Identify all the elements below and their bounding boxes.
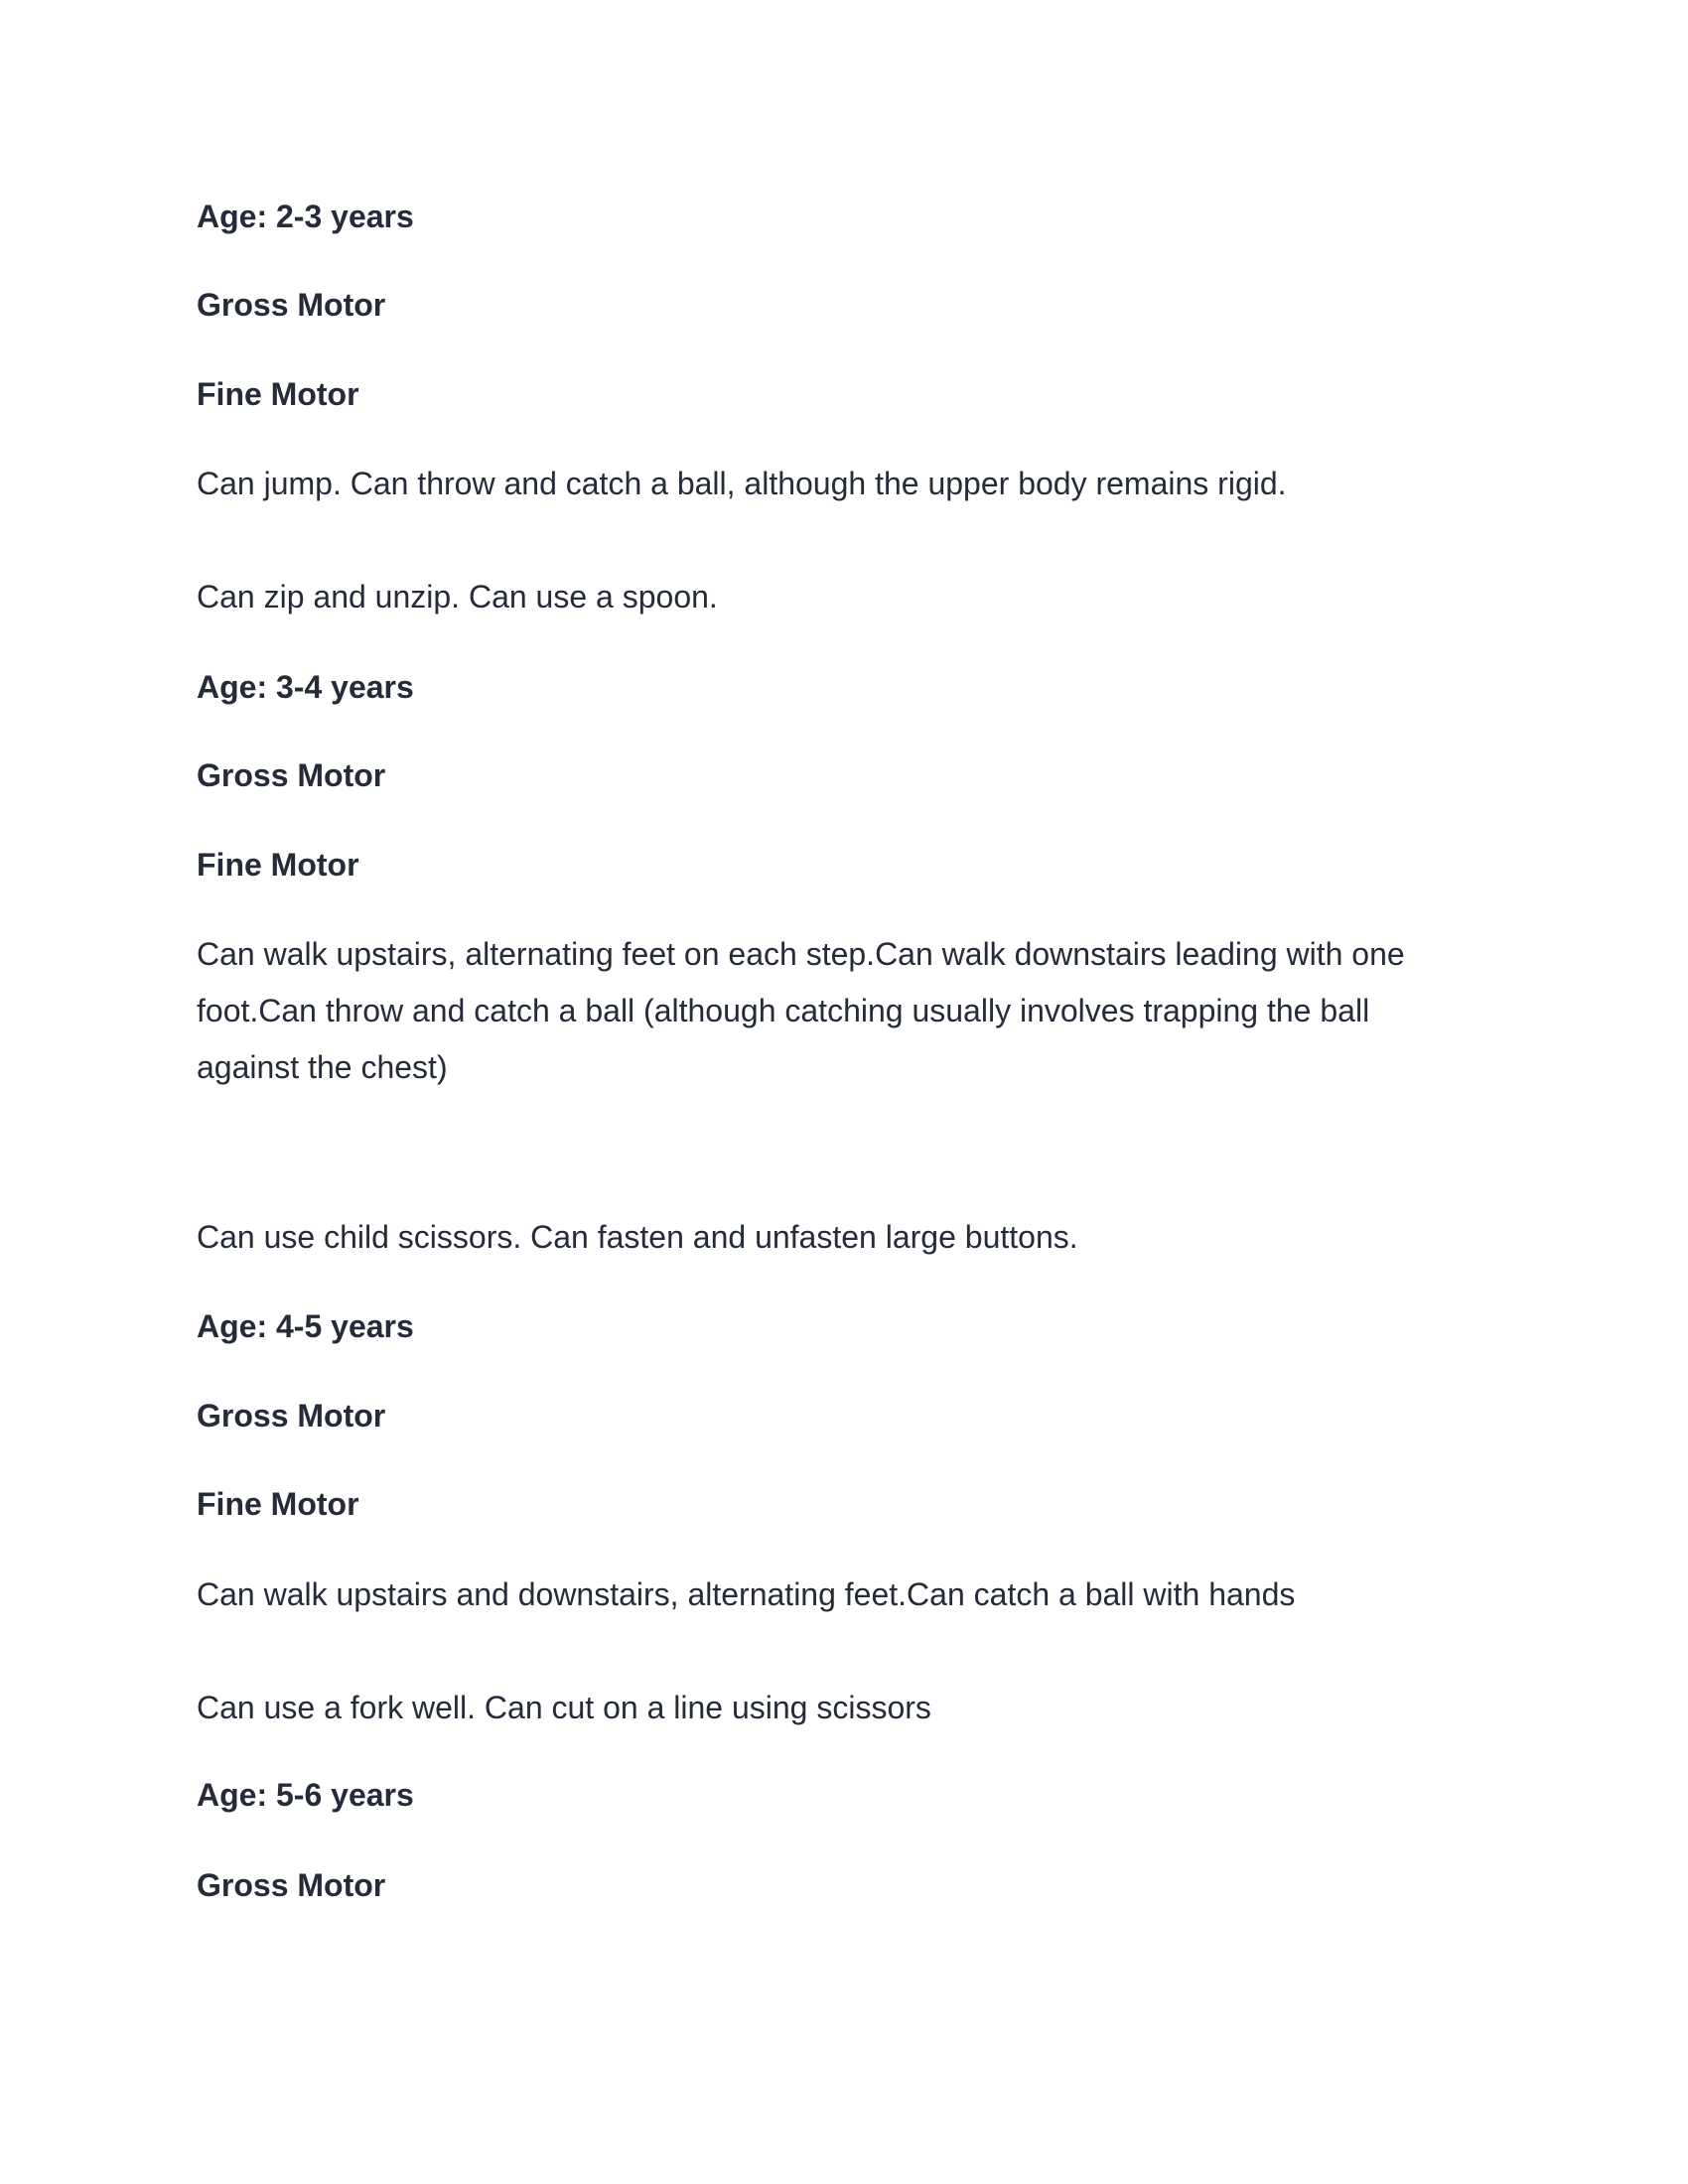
fine-motor-heading: Fine Motor	[197, 1486, 359, 1522]
age-heading: Age: 2-3 years	[197, 199, 414, 234]
gross-motor-heading: Gross Motor	[197, 1867, 386, 1903]
gross-motor-heading: Gross Motor	[197, 287, 386, 323]
age-heading: Age: 5-6 years	[197, 1777, 414, 1813]
gross-motor-text: Can jump. Can throw and catch a ball, although the upper body remains rigid.	[197, 466, 1287, 501]
fine-motor-text: Can use a fork well. Can cut on a line using scissors	[197, 1690, 931, 1725]
gross-motor-text: Can walk upstairs and downstairs, alternating feet.Can catch a ball with hands	[197, 1576, 1296, 1612]
gross-motor-text-line: foot.Can throw and catch a ball (although catching usually involves trapping the ball	[197, 993, 1370, 1028]
fine-motor-heading: Fine Motor	[197, 847, 359, 883]
gross-motor-text-line: Can walk upstairs, alternating feet on each step.Can walk downstairs leading with one	[197, 936, 1405, 972]
gross-motor-heading: Gross Motor	[197, 757, 386, 793]
gross-motor-text-line: against the chest)	[197, 1049, 448, 1085]
fine-motor-text: Can zip and unzip. Can use a spoon.	[197, 579, 718, 614]
gross-motor-heading: Gross Motor	[197, 1398, 386, 1433]
age-heading: Age: 3-4 years	[197, 669, 414, 705]
age-heading: Age: 4-5 years	[197, 1308, 414, 1344]
fine-motor-text: Can use child scissors. Can fasten and unfasten large buttons.	[197, 1219, 1078, 1255]
fine-motor-heading: Fine Motor	[197, 376, 359, 412]
